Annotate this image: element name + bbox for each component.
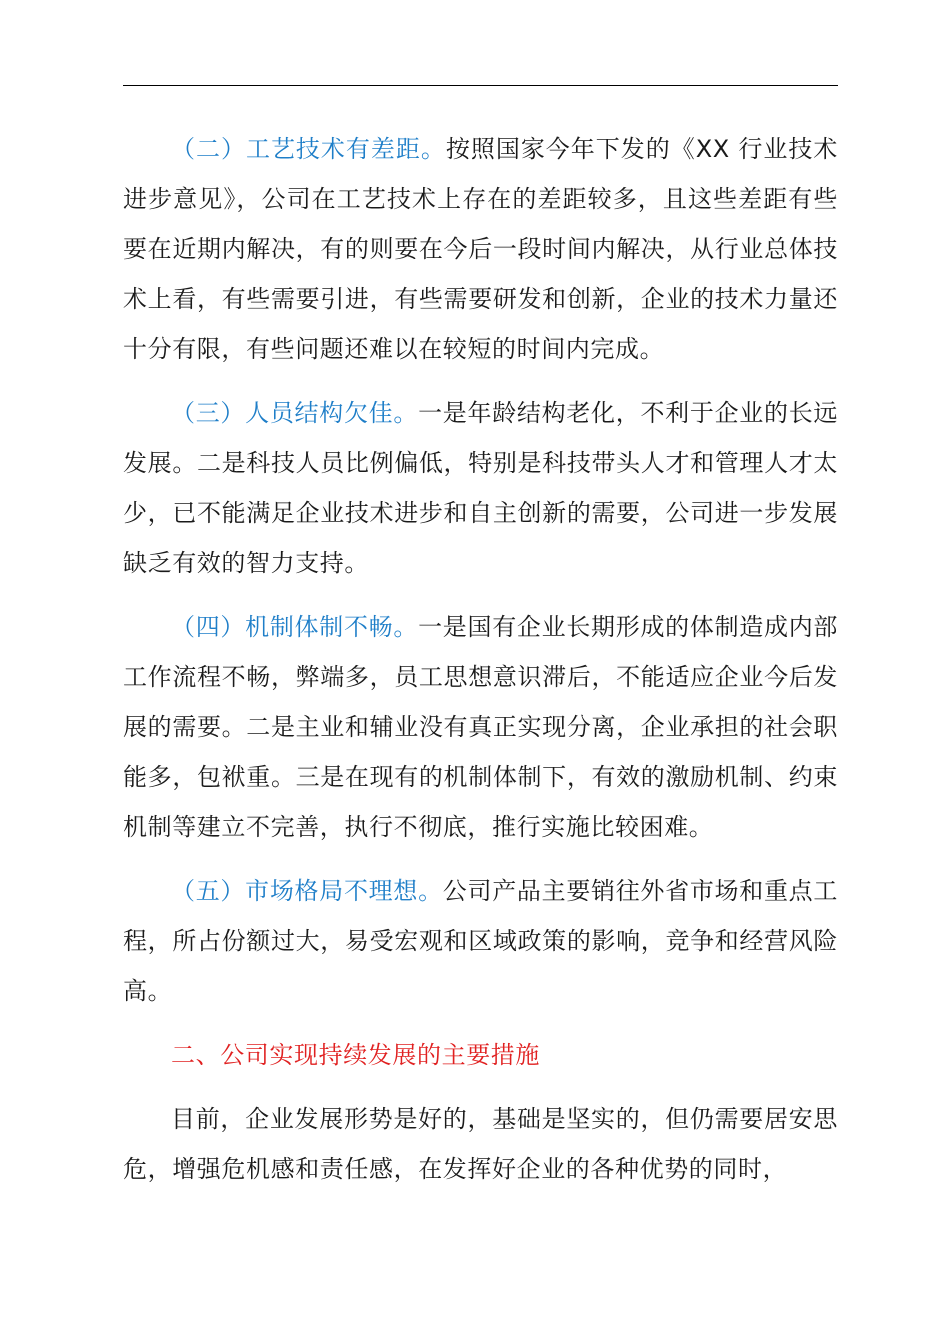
paragraph-staff-structure — [123, 388, 838, 588]
paragraph-heading: （五）市场格局不理想。 — [171, 877, 443, 905]
section-title: 二、公司实现持续发展的主要措施 — [171, 1041, 540, 1069]
paragraph-market — [123, 866, 838, 1016]
header-rule — [123, 85, 838, 86]
paragraph-heading: （四）机制体制不畅。 — [171, 613, 419, 641]
paragraph-heading: （三）人员结构欠佳。 — [171, 399, 419, 427]
paragraph-text: 一是年龄结构老化，不利于企业的长远发展。二是科技人员比例偏低，特别是科技带头人才和管理人才太少，已不能满足企业技术进步和自主创新的需要，公司进一步发展缺乏有效的智力支持。 — [123, 399, 838, 577]
paragraph-text: 按照国家今年下发的《XX 行业技术进步意见》，公司在工艺技术上存在的差距较多，且这些差距有些要在近期内解决，有的则要在今后一段时间内解决，从行业总体技术上看，有些需要引进，有些需要研发和创新，企业的技术力量还十分有限，有些问题还难以在较短的时间内完成。 — [123, 135, 838, 363]
paragraph-technology-gap — [123, 124, 838, 374]
paragraph-text: 一是国有企业长期形成的体制造成内部工作流程不畅，弊端多，员工思想意识滞后，不能适应企业今后发展的需要。二是主业和辅业没有真正实现分离，企业承担的社会职能多，包袱重。三是在现有的机制体制下，有效的激励机制、约束机制等建立不完善，执行不彻底，推行实施比较困难。 — [123, 613, 838, 841]
paragraph-text: 公司产品主要销往外省市场和重点工程，所占份额过大，易受宏观和区域政策的影响，竞争和经营风险高。 — [123, 877, 838, 1005]
paragraph-mechanism — [123, 602, 838, 852]
paragraph-heading: （二）工艺技术有差距。 — [171, 135, 446, 163]
document-body — [123, 124, 838, 1208]
paragraph-closing: 目前，企业发展形势是好的，基础是坚实的，但仍需要居安思危，增强危机感和责任感，在发挥好企业的各种优势的同时， — [123, 1105, 838, 1183]
